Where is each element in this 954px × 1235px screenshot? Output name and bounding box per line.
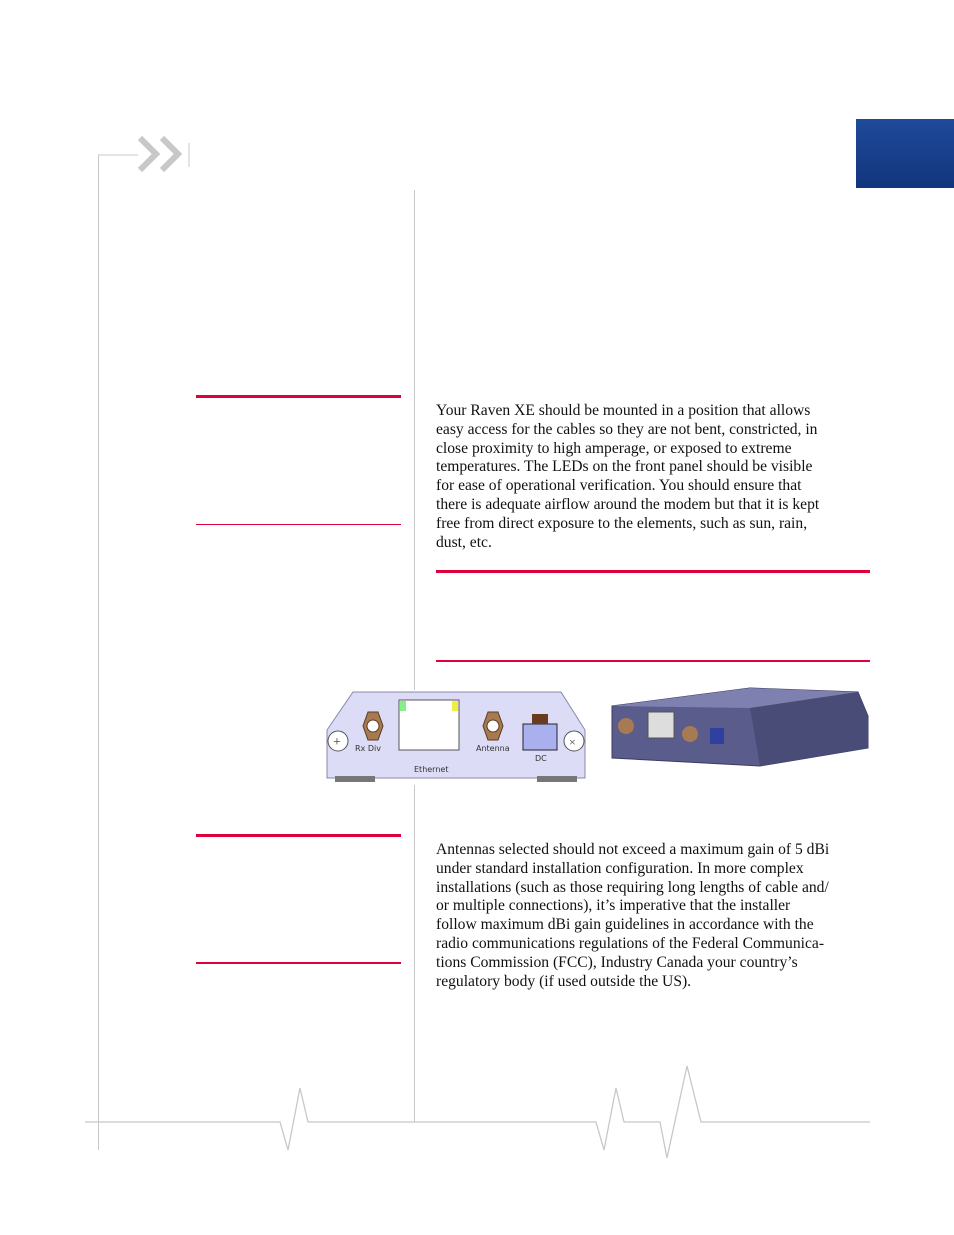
text-line: temperatures. The LEDs on the front panel should be visible xyxy=(436,458,813,476)
text-line: Antennas selected should not exceed a maximum gain of 5 dBi xyxy=(436,841,830,858)
text-line: or multiple connections), it’s imperative that the installer xyxy=(436,897,791,915)
column-divider xyxy=(414,190,415,690)
text-line: there is adequate airflow around the modem but that it is kept xyxy=(436,495,820,513)
figure-rule xyxy=(436,570,870,573)
svg-text:+: + xyxy=(333,735,341,750)
text-line: Your Raven XE should be mounted in a position that allows xyxy=(436,402,811,419)
text-line: easy access for the cables so they are not bent, constricted, in xyxy=(436,420,818,438)
chevron-logo-icon xyxy=(90,130,200,180)
text-line: follow maximum dBi gain guidelines in accordance with the xyxy=(436,916,814,934)
text-line: for ease of operational verification. You should ensure that xyxy=(436,477,802,495)
dc-label: DC xyxy=(535,754,547,763)
section-rule xyxy=(196,524,401,525)
rx-div-label: Rx Div xyxy=(355,744,381,753)
text-line: dust, etc. xyxy=(436,533,492,551)
figure-rule xyxy=(436,660,870,662)
text-line: installations (such as those requiring long lengths of cable and/ xyxy=(436,878,829,896)
ethernet-label: Ethernet xyxy=(414,765,449,774)
section-rule xyxy=(196,962,401,964)
text-line: tions Commission (FCC), Industry Canada your country’s xyxy=(436,953,798,971)
mounting-paragraph xyxy=(436,402,876,552)
text-line: close proximity to high amperage, or exposed to extreme xyxy=(436,439,792,457)
chapter-tab xyxy=(856,119,954,188)
text-line: free from direct exposure to the elements, such as sun, rain, xyxy=(436,514,808,532)
section-rule xyxy=(196,834,401,837)
modem-3d-illustration xyxy=(610,686,870,772)
antenna-label: Antenna xyxy=(476,744,510,753)
footer-heartbeat-rule xyxy=(0,1060,954,1170)
front-panel-diagram xyxy=(325,690,587,782)
svg-text:×: × xyxy=(569,735,576,749)
text-line: radio communications regulations of the Federal Communica- xyxy=(436,934,825,952)
left-margin-rule xyxy=(98,155,99,1150)
section-rule xyxy=(196,395,401,398)
text-line: regulatory body (if used outside the US). xyxy=(436,972,692,990)
text-line: under standard installation configuration. In more complex xyxy=(436,859,804,877)
antennas-paragraph xyxy=(436,841,876,991)
